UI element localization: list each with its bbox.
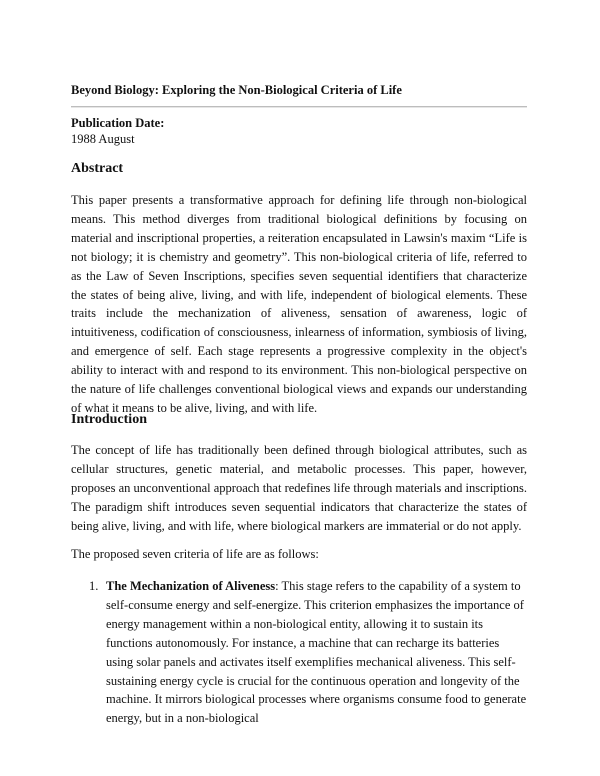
list-item	[71, 577, 527, 728]
list-item-term: The Mechanization of Aliveness	[106, 579, 276, 593]
publication-date-label: Publication Date:	[71, 116, 165, 130]
introduction-paragraph: The proposed seven criteria of life are as follows:	[71, 547, 319, 561]
title-divider	[71, 106, 527, 108]
criteria-list	[71, 577, 527, 728]
introduction-heading: Introduction	[71, 412, 147, 427]
list-item-number: 1.	[89, 579, 99, 593]
introduction-paragraph: The concept of life has traditionally been defined through biological attributes, such as cellular structures, genetic material, and metabolic processes. This paper, however, proposes an unconventional approach that redefines life through materials and inscriptions. The paradigm shift introduces seven sequential indicators that characterize the states of being alive, living, and with life, where biological markers are immaterial or do not apply.	[71, 443, 527, 533]
abstract-paragraph: This paper presents a transformative approach for defining life through non-biological means. This method diverges from traditional biological definitions by focusing on material and inscriptional properties, a reiteration encapsulated in Lawsin's maxim “Life is not biology; it is chemistry and geometry”. This non-biological criteria of life, referred to as the Law of Seven Inscriptions, specifies seven sequential identifiers that characterize the states of being alive, living, and with life, independent of biological elements. These traits include the mechanization of aliveness, sensation of awareness, logic of intuitiveness, codification of consciousness, inlearness of information, symbiosis of living, and emergence of self. Each stage represents a progressive complexity in the object's ability to interact with and respond to its environment. This non-biological perspective on the nature of life challenges conventional biological views and expands our understanding of what it means to be alive, living, and with life.	[71, 193, 527, 415]
list-item-text: : This stage refers to the capability of a system to self-consume energy and self-energize. This criterion emphasizes the importance of energy management within a non-biological entity, allowing it to sustain its functions autonomously. For instance, a machine that can recharge its batteries using solar panels and activates itself exemplifies mechanical aliveness. This self-sustaining energy cycle is crucial for the continuous operation and longevity of the machine. It mirrors biological processes where organisms consume food to generate energy, but in a non-biological	[106, 579, 527, 726]
abstract-heading: Abstract	[71, 161, 124, 176]
paper-title: Beyond Biology: Exploring the Non-Biological Criteria of Life	[71, 83, 402, 97]
publication-date-value: 1988 August	[71, 132, 135, 146]
